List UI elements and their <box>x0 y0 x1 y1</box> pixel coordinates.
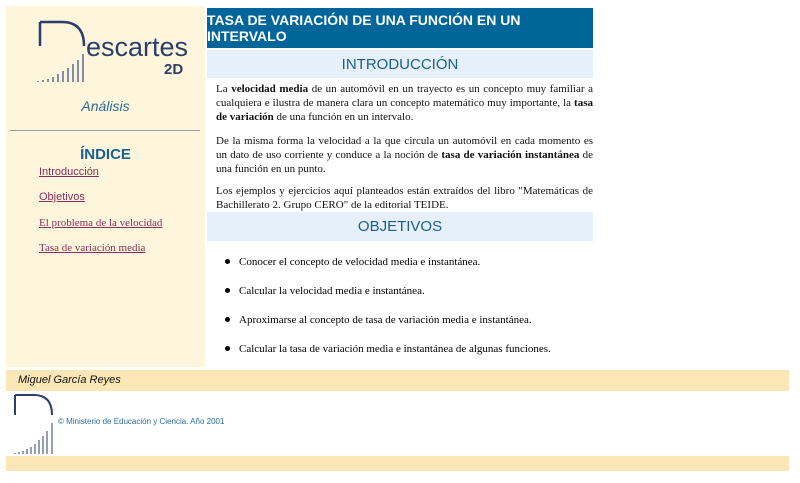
sidebar <box>6 6 205 367</box>
svg-text:2D: 2D <box>164 61 184 78</box>
intro-paragraph-3: Los ejemplos y ejercicios aquí planteados están extraídos del libro "Matemáticas de Bachillerato 2. Grupo CERO" de la editorial TEIDE. <box>216 185 593 211</box>
author-band <box>6 370 789 391</box>
list-item: Aproximarse al concepto de tasa de variación media e instantánea. <box>239 306 589 335</box>
page-title: TASA DE VARIACIÓN DE UNA FUNCIÓN EN UN INTERVALO <box>207 8 593 48</box>
intro-paragraph-1: La velocidad media de un automóvil en un trayecto es un concepto muy familiar a cualquiera e ilustra de manera clara un concepto matemático muy importante, la tasa de variación de una función en un intervalo. <box>216 83 593 123</box>
intro-heading: INTRODUCCIÓN <box>207 50 593 78</box>
link-problema-velocidad[interactable]: El problema de la velocidad <box>39 217 163 229</box>
list-item: Conocer el concepto de velocidad media e instantánea. <box>239 248 589 277</box>
index-title: ÍNDICE <box>80 146 131 163</box>
svg-text:escartes: escartes <box>86 32 189 62</box>
intro-paragraph-2: De la misma forma la velocidad a la que circula un automóvil en cada momento es un dato de uso corriente y conduce a la noción de tasa de variación instantánea de una función en un punto. <box>216 135 593 175</box>
list-item: Calcular la tasa de variación media e instantánea de algunas funciones. <box>239 335 589 364</box>
descartes-logo <box>34 16 194 86</box>
objectives-list <box>207 248 589 364</box>
bottom-band <box>6 456 789 471</box>
link-tasa-variacion-media[interactable]: Tasa de variación media <box>39 242 146 254</box>
list-item: Calcular la velocidad media e instantánea. <box>239 277 589 306</box>
descartes-small-logo <box>12 393 56 455</box>
copyright: © Ministerio de Educación y Ciencia. Año 2001 <box>58 417 225 426</box>
link-objetivos[interactable]: Objetivos <box>39 191 85 203</box>
objectives-heading: OBJETIVOS <box>207 212 593 241</box>
link-introduccion[interactable]: Introducción <box>39 166 99 178</box>
section-label: Análisis <box>81 98 130 114</box>
author: Miguel García Reyes <box>18 374 121 386</box>
divider <box>10 130 200 131</box>
